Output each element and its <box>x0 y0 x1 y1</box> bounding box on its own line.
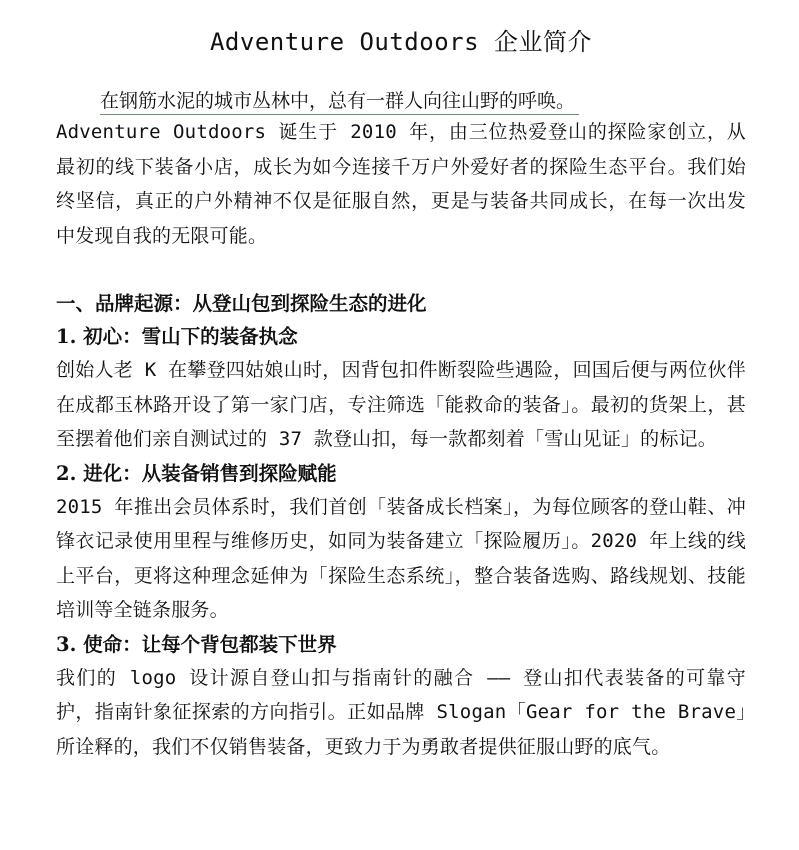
paragraph-original-intent: 创始人老 K 在攀登四姑娘山时，因背包扣件断裂险些遇险，回国后便与两位伙伴在成都玉林路开设了第一家门店，专注筛选「能救命的装备」。最初的货架上，甚至摆着他们亲自测试过的 37 款登山扣，每一款都刻着「雪山见证」的标记。 <box>56 359 746 450</box>
document-page <box>56 18 746 764</box>
subheading-mission: 3. 使命：让每个背包都装下世界 <box>56 632 337 656</box>
section-heading-brand-origin: 一、品牌起源：从登山包到探险生态的进化 <box>56 292 427 315</box>
subheading-evolution: 2. 进化：从装备销售到探险赋能 <box>56 461 337 485</box>
paragraph-evolution: 2015 年推出会员体系时，我们首创「装备成长档案」，为每位顾客的登山鞋、冲锋衣记录使用里程与维修历史，如同为装备建立「探险履历」。2020 年上线的线上平台，更将这种理念延伸为「探险生态系统」，整合装备选购、路线规划、技能培训等全链条服务。 <box>56 495 746 621</box>
intro-paragraph: Adventure Outdoors 诞生于 2010 年，由三位热爱登山的探险家创立，从最初的线下装备小店，成长为如今连接千万户外爱好者的探险生态平台。我们始终坚信，真正的户外精神不仅是征服自然，更是与装备共同成长，在每一次出发中发现自我的无限可能。 <box>56 121 746 247</box>
document-title: Adventure Outdoors 企业简介 <box>209 28 593 56</box>
intro-line: 在钢筋水泥的城市丛林中，总有一群人向往山野的呼唤。 <box>100 88 579 115</box>
subheading-original-intent: 1. 初心：雪山下的装备执念 <box>56 325 298 348</box>
paragraph-mission: 我们的 logo 设计源自登山扣与指南针的融合 —— 登山扣代表装备的可靠守护，指南针象征探索的方向指引。正如品牌 Slogan「Gear for the Brave」所诠释的，我们不仅销售装备，更致力于为勇敢者提供征服山野的底气。 <box>56 666 746 758</box>
paragraph-spacer <box>56 253 746 287</box>
